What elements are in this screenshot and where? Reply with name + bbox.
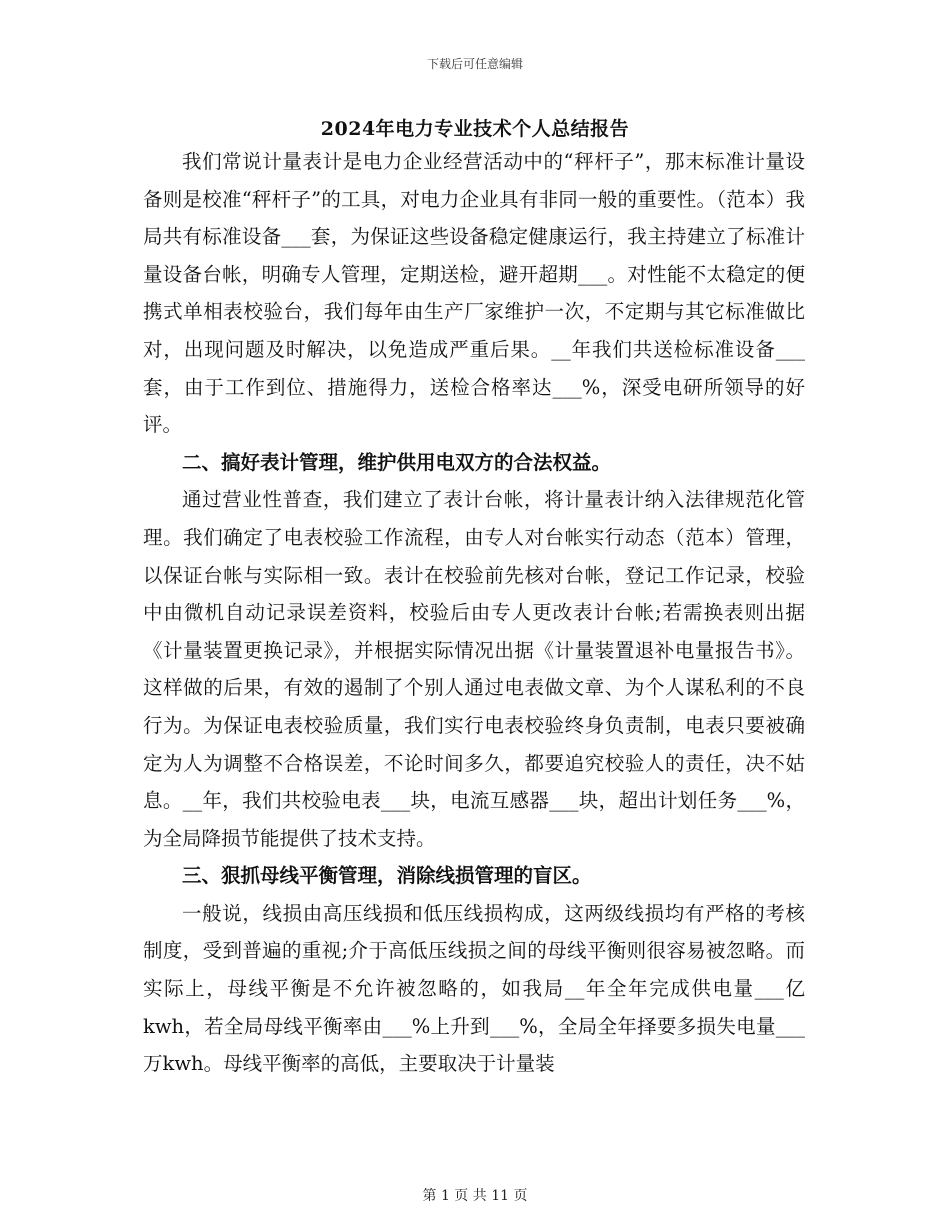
section-heading: 二、搞好表计管理，维护供用电双方的合法权益。 — [182, 450, 612, 474]
section-heading: 三、狠抓母线平衡管理，消除线损管理的盲区。 — [182, 864, 592, 888]
paragraph: 一般说，线损由高压线损和低压线损构成，这两级线损均有严格的考核制度，受到普遍的重视;介于高低压线损之间的母线平衡则很容易被忽略。而实际上，母线平衡是不允许被忽略的，如我局__年全年完成供电量___亿kwh，若全局母线平衡率由___%上升到___%，全局全年择要多损失电量___万kwh。母线平衡率的高低，主要取决于计量装 — [143, 901, 805, 1076]
paragraph: 通过营业性普查，我们建立了表计台帐，将计量表计纳入法律规范化管理。我们确定了电表校验工作流程，由专人对台帐实行动态（范本）管理，以保证台帐与实际相一致。表计在校验前先核对台帐，登记工作记录，校验中由微机自动记录误差资料，校验后由专人更改表计台帐;若需换表则出据《计量装置更换记录》，并根据实际情况出据《计量装置退补电量报告书》。这样做的后果，有效的遏制了个别人通过电表做文章、为个人谋私利的不良行为。为保证电表校验质量，我们实行电表校验终身负责制，电表只要被确定为人为调整不合格误差，不论时间多久，都要追究校验人的责任，决不姑息。__年，我们共校验电表___块，电流互感器___块，超出计划任务___%，为全局降损节能提供了技术支持。 — [143, 488, 805, 850]
page-number: 第 1 页 共 11 页 — [422, 1188, 528, 1204]
header-note: 下载后可任意编辑 — [426, 57, 523, 71]
document-body — [143, 143, 805, 1083]
paragraph: 我们常说计量表计是电力企业经营活动中的“秤杆子”，那末标准计量设备则是校准“秤杆子”的工具，对电力企业具有非同一般的重要性。（范本）我局共有标准设备___套，为保证这些设备稳定健康运行，我主持建立了标准计量设备台帐，明确专人管理，定期送检，避开超期___。对性能不太稳定的便携式单相表校验台，我们每年由生产厂家维护一次，不定期与其它标准做比对，出现问题及时解决，以免造成严重后果。__年我们共送检标准设备___套，由于工作到位、措施得力，送检合格率达___%，深受电研所领导的好评。 — [143, 150, 805, 437]
document-title: 2024年电力专业技术个人总结报告 — [320, 118, 630, 140]
